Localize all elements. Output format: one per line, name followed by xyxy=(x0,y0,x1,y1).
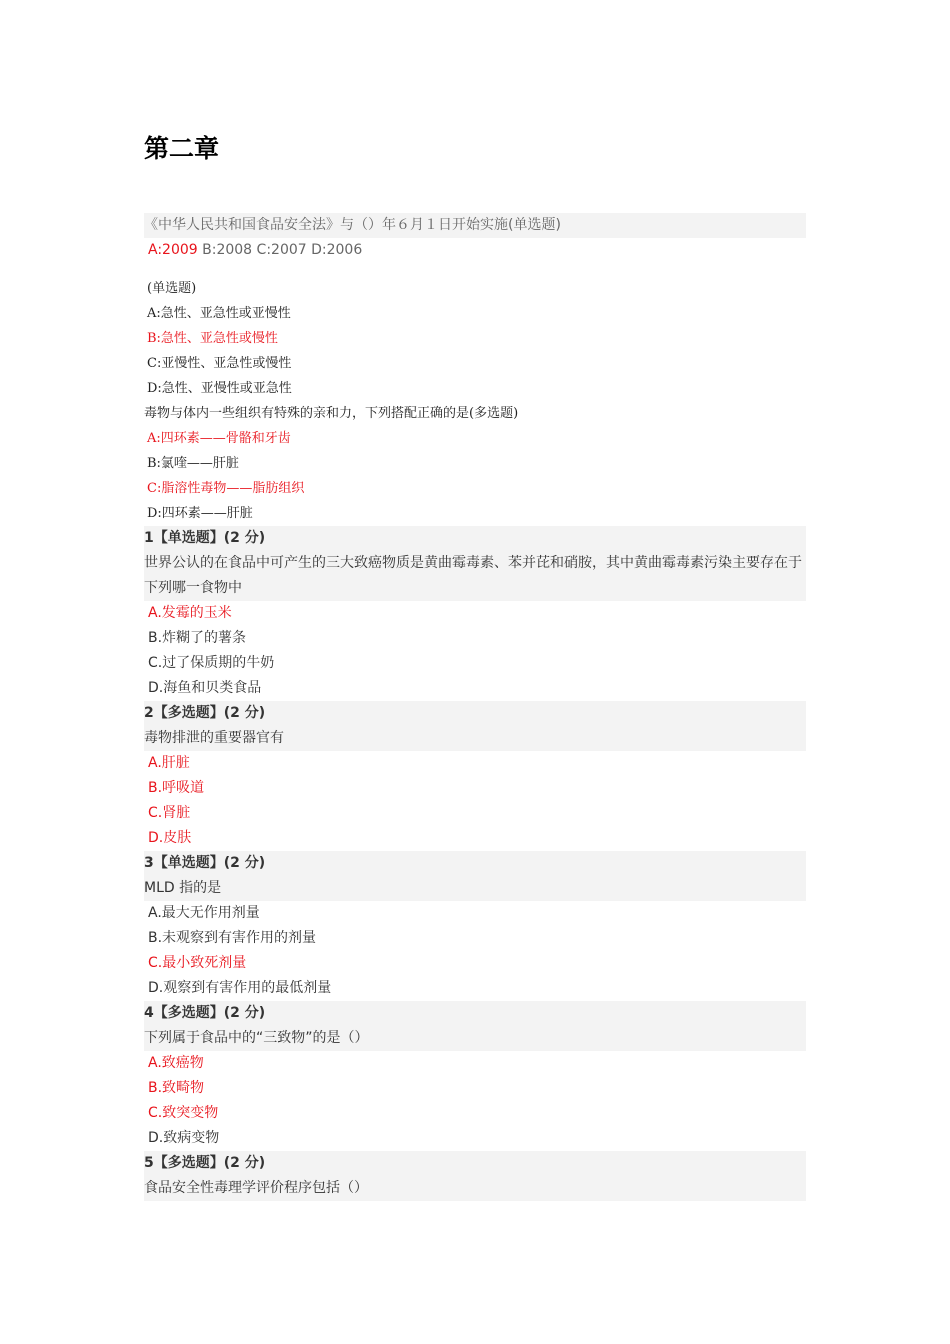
question-text: 世界公认的在食品中可产生的三大致癌物质是黄曲霉毒素、苯并芘和硝胺，其中黄曲霉毒素污染主要存在于下列哪一食物中 xyxy=(144,551,806,601)
question-header: 2【多选题】(2 分) xyxy=(144,701,806,726)
intro-option-a: A:2009 xyxy=(148,242,198,258)
intro-question-options xyxy=(144,238,806,263)
question-option: C.最小致死剂量 xyxy=(148,955,247,971)
question-option: D.海鱼和贝类食品 xyxy=(148,680,262,696)
question-text: 下列属于食品中的“三致物”的是（） xyxy=(144,1026,806,1051)
question-option: D.观察到有害作用的最低剂量 xyxy=(148,980,332,996)
serif-question-block xyxy=(144,276,806,526)
question-text: 毒物排泄的重要器官有 xyxy=(144,726,806,751)
question-option: C.肾脏 xyxy=(148,805,191,821)
serif-q2-option: C:脂溶性毒物——脂肪组织 xyxy=(147,481,305,496)
question-text: MLD 指的是 xyxy=(144,876,806,901)
question-header: 4【多选题】(2 分) xyxy=(144,1001,806,1026)
serif-q2-option: A:四环素——骨骼和牙齿 xyxy=(147,431,291,446)
question-option: B.呼吸道 xyxy=(148,780,205,796)
serif-q1-type: (单选题) xyxy=(147,281,197,296)
question-header: 1【单选题】(2 分) xyxy=(144,526,806,551)
serif-q1-option: D:急性、亚慢性或亚急性 xyxy=(147,381,292,396)
chapter-title: 第二章 xyxy=(144,134,220,163)
serif-q1-option: C:亚慢性、亚急性或慢性 xyxy=(147,356,292,371)
question-option: B.未观察到有害作用的剂量 xyxy=(148,930,317,946)
serif-q1-option: B:急性、亚急性或慢性 xyxy=(147,331,278,346)
serif-q2-option: D:四环素——肝脏 xyxy=(147,506,253,521)
question-option: D.皮肤 xyxy=(148,830,192,846)
intro-question-text: 《中华人民共和国食品安全法》与（）年６月１日开始实施(单选题) xyxy=(144,213,806,238)
question-option: A.最大无作用剂量 xyxy=(148,905,260,921)
question-list xyxy=(144,213,806,1201)
serif-q2-option: B:氯喹——肝脏 xyxy=(147,456,239,471)
question-option: B.致畸物 xyxy=(148,1080,205,1096)
question-option: B.炸糊了的薯条 xyxy=(148,630,247,646)
question-option: A.肝脏 xyxy=(148,755,190,771)
question-header: 5【多选题】(2 分) xyxy=(144,1151,806,1176)
serif-q1-option: A:急性、亚急性或亚慢性 xyxy=(147,306,291,321)
intro-option-rest: B:2008 C:2007 D:2006 xyxy=(202,242,363,258)
question-text: 食品安全性毒理学评价程序包括（） xyxy=(144,1176,806,1201)
question-option: C.过了保质期的牛奶 xyxy=(148,655,275,671)
serif-q2-text: 毒物与体内一些组织有特殊的亲和力，下列搭配正确的是(多选题) xyxy=(144,406,519,421)
question-option: C.致突变物 xyxy=(148,1105,219,1121)
question-option: D.致病变物 xyxy=(148,1130,220,1146)
question-option: A.发霉的玉米 xyxy=(148,605,232,621)
question-header: 3【单选题】(2 分) xyxy=(144,851,806,876)
question-option: A.致癌物 xyxy=(148,1055,204,1071)
